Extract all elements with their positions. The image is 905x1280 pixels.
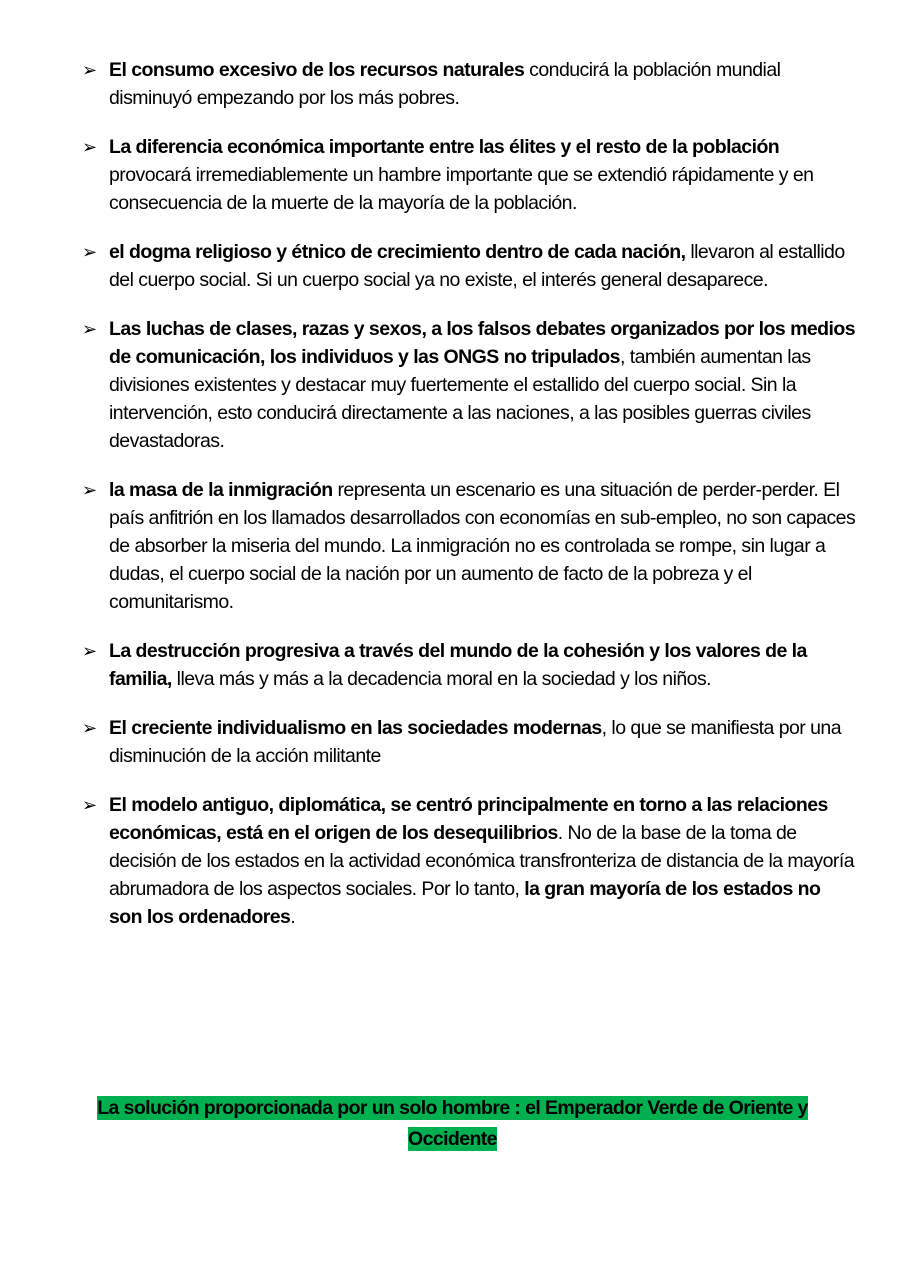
- list-item: [82, 476, 857, 616]
- item-bold-text: La diferencia económica importante entre las élites y el resto de la población: [109, 136, 780, 158]
- list-item: [82, 791, 857, 931]
- arrow-bullet-icon: ➢: [82, 319, 97, 339]
- item-bold-text: El consumo excesivo de los recursos naturales: [109, 59, 525, 81]
- item-text: , también aumentan las divisiones existentes y destacar muy fuertemente el estallido del cuerpo social. Sin la intervención, esto conducirá directamente a las naciones, a las posibles guerras civiles devastadoras.: [109, 346, 811, 452]
- highlight-line-1: La solución proporcionada por un solo hombre : el Emperador Verde de Oriente y: [97, 1097, 808, 1119]
- item-text: . No de la base de la toma de decisión de los estados en la actividad económica transfronteriza de distancia de la mayoría abrumadora de los aspectos sociales. Por lo tanto,: [109, 822, 855, 900]
- arrow-bullet-icon: ➢: [82, 137, 97, 157]
- item-bold-text: El modelo antiguo, diplomática, se centró principalmente en torno a las relaciones económicas, está en el origen de los desequilibrios: [109, 794, 828, 844]
- arrow-bullet-icon: ➢: [82, 60, 97, 80]
- item-text: lleva más y más a la decadencia moral en la sociedad y los niños.: [171, 668, 712, 690]
- highlight-line-2: Occidente: [408, 1128, 497, 1150]
- arrow-bullet-icon: ➢: [82, 718, 97, 738]
- bullet-list: [82, 56, 857, 952]
- item-text: , lo que se manifiesta por una disminución de la acción militante: [109, 717, 841, 767]
- item-text: representa un escenario es una situación de perder-perder. El país anfitrión en los llamados desarrollados con economías en sub-empleo, no son capaces de absorber la miseria del mundo. La inmigración no es controlada se rompe, sin lugar a dudas, el cuerpo social de la nación por un aumento de facto de la pobreza y el comunitarismo.: [109, 479, 856, 613]
- item-bold-text: La destrucción progresiva a través del mundo de la cohesión y los valores de la familia,: [109, 640, 807, 690]
- list-item: [82, 315, 857, 455]
- item-bold-text: la masa de la inmigración: [109, 479, 333, 501]
- highlighted-conclusion: [40, 1093, 865, 1155]
- list-item: [82, 637, 857, 693]
- arrow-bullet-icon: ➢: [82, 795, 97, 815]
- item-bold-text: Las luchas de clases, razas y sexos, a los falsos debates organizados por los medios de comunicación, los individuos y las ONGS no tripulados: [109, 318, 856, 368]
- arrow-bullet-icon: ➢: [82, 641, 97, 661]
- item-text: conducirá la población mundial disminuyó empezando por los más pobres.: [109, 59, 781, 109]
- item-tail: .: [290, 906, 296, 928]
- item-bold-text: el dogma religioso y étnico de crecimiento dentro de cada nación,: [109, 241, 686, 263]
- arrow-bullet-icon: ➢: [82, 242, 97, 262]
- arrow-bullet-icon: ➢: [82, 480, 97, 500]
- list-item: [82, 133, 857, 217]
- item-bold-tail: la gran mayoría de los estados no son los ordenadores: [109, 878, 821, 928]
- item-text: llevaron al estallido del cuerpo social. Si un cuerpo social ya no existe, el interés general desaparece.: [109, 241, 845, 291]
- list-item: [82, 238, 857, 294]
- list-item: [82, 56, 857, 112]
- item-text: provocará irremediablemente un hambre importante que se extendió rápidamente y en consecuencia de la muerte de la mayoría de la población.: [109, 164, 814, 214]
- item-bold-text: El creciente individualismo en las sociedades modernas: [109, 717, 602, 739]
- list-item: [82, 714, 857, 770]
